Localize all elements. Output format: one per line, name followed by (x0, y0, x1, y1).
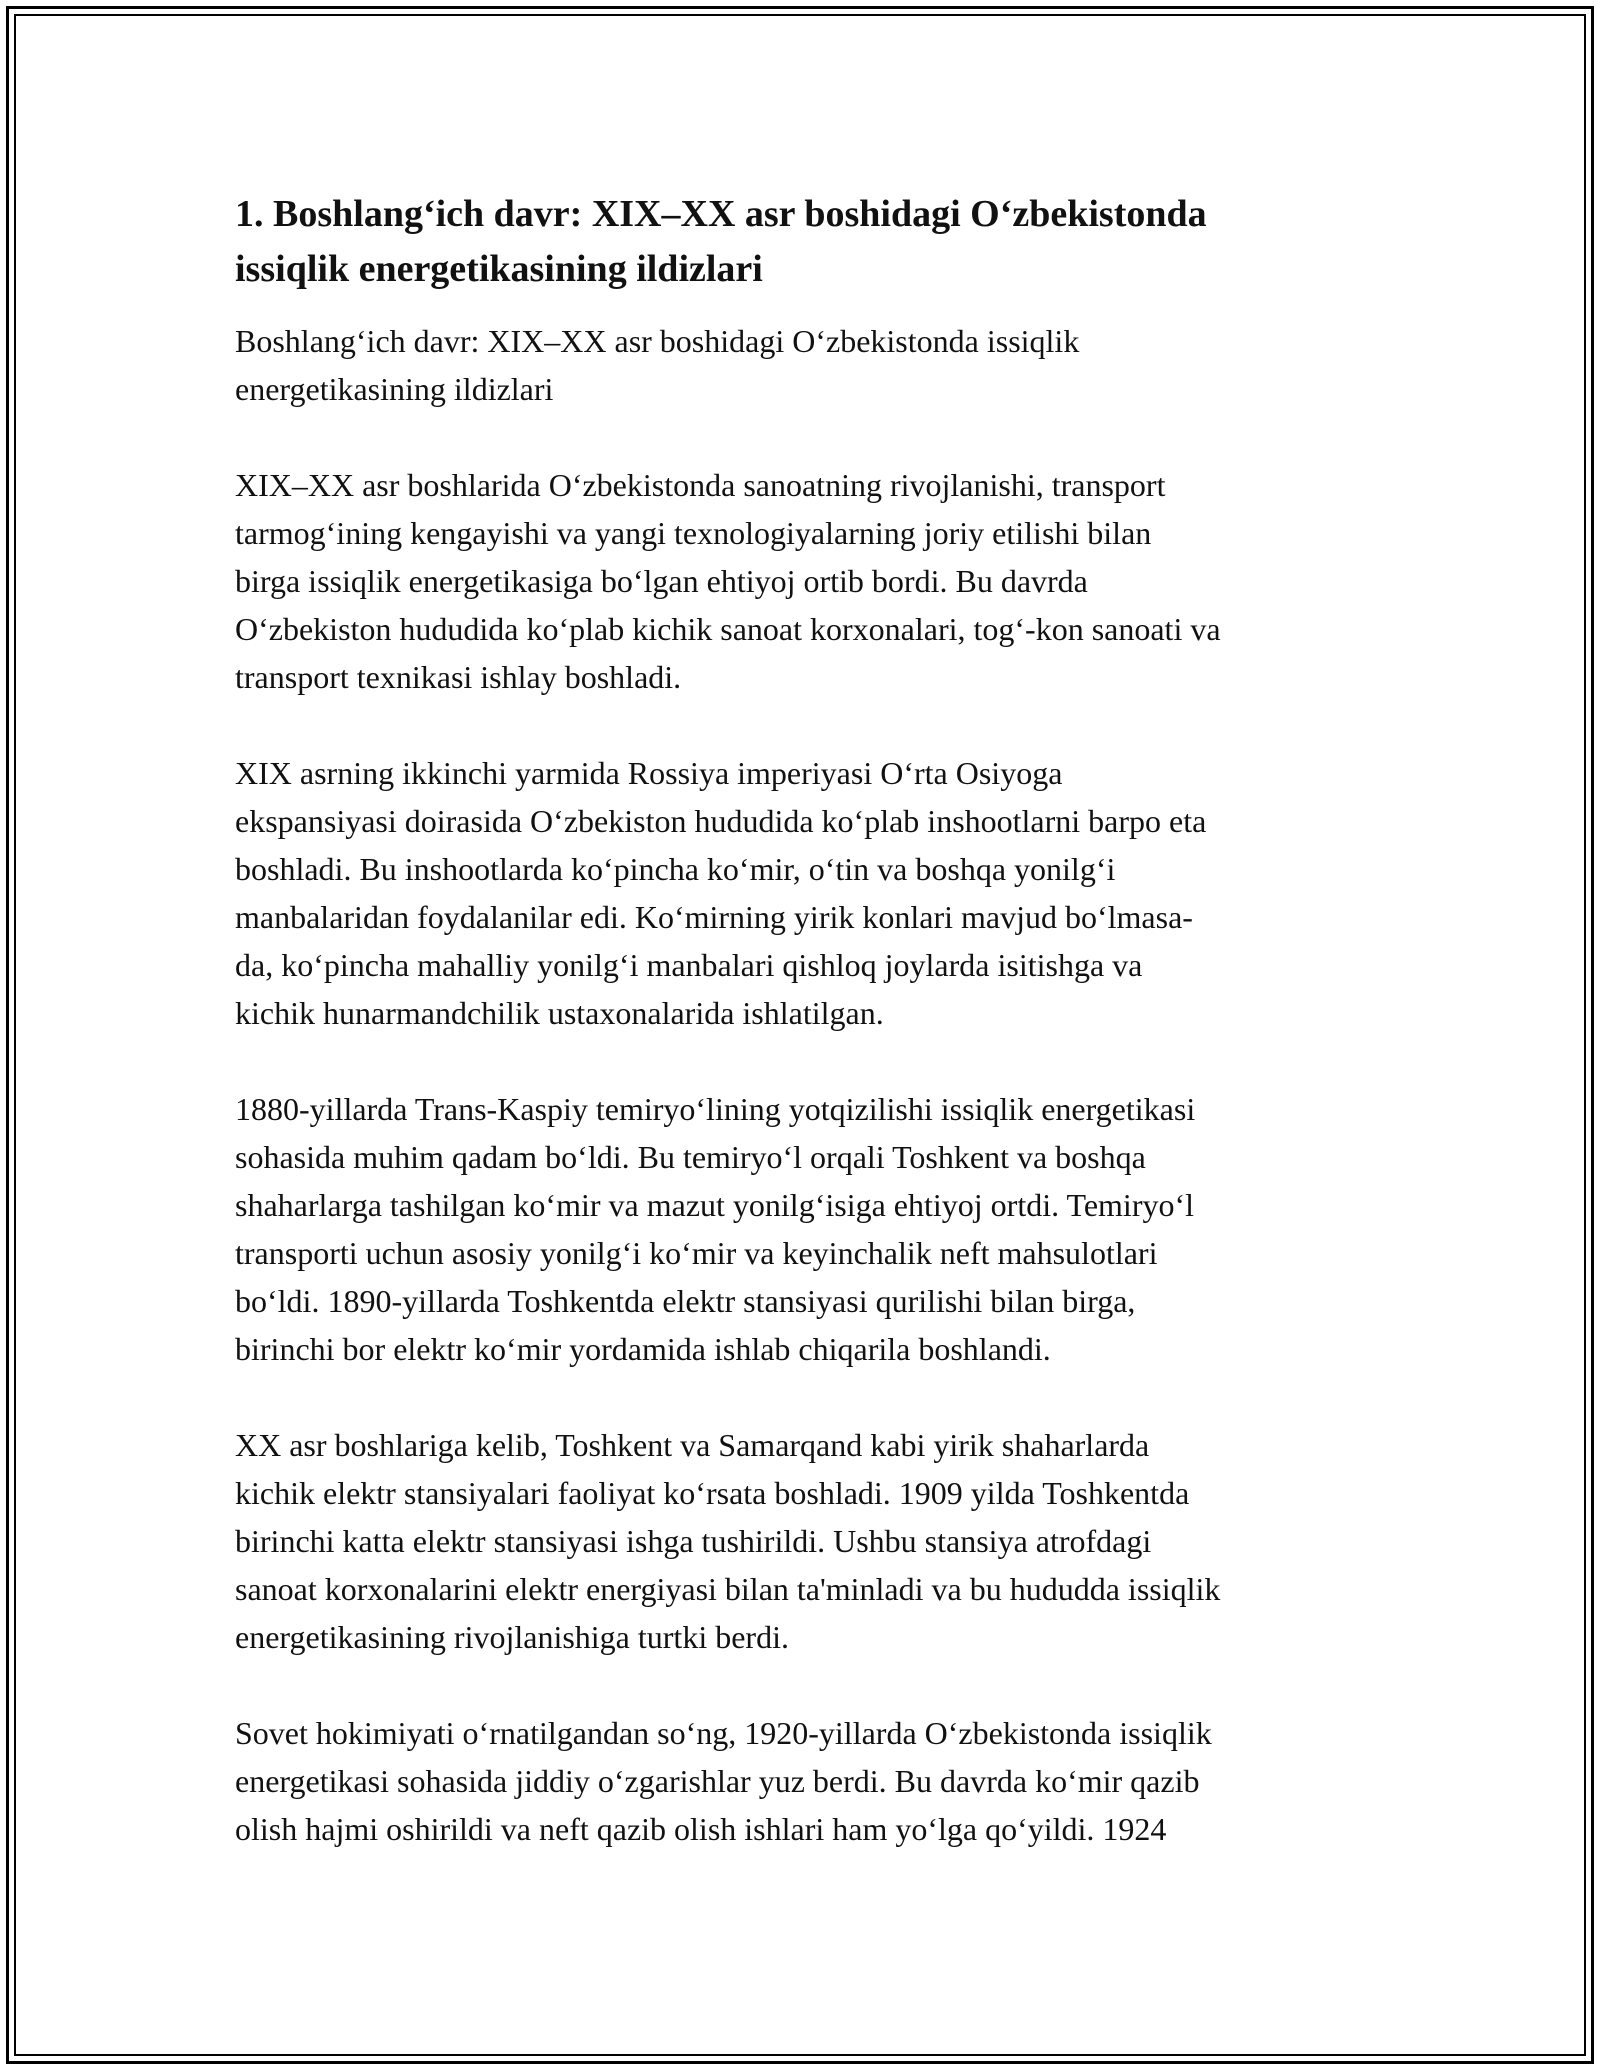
paragraph-line: energetikasi sohasida jiddiy o‘zgarishlar yuz berdi. Bu davrda ko‘mir qazib (235, 1763, 1200, 1799)
paragraph-line: Sovet hokimiyati o‘rnatilgandan so‘ng, 1920-yillarda O‘zbekistonda issiqlik (235, 1715, 1212, 1751)
paragraph-line: transporti uchun asosiy yonilg‘i ko‘mir va keyinchalik neft mahsulotlari (235, 1235, 1158, 1271)
heading-line: 1. Boshlang‘ich davr: XIX–XX asr boshidagi O‘zbekistonda (235, 193, 1207, 235)
paragraph (235, 1085, 1380, 1373)
paragraph-line: XIX asrning ikkinchi yarmida Rossiya imperiyasi O‘rta Osiyoga (235, 755, 1063, 791)
paragraph-line: kichik elektr stansiyalari faoliyat ko‘rsata boshladi. 1909 yilda Toshkentda (235, 1475, 1190, 1511)
paragraph-line: sohasida muhim qadam bo‘ldi. Bu temiryo‘l orqali Toshkent va boshqa (235, 1139, 1146, 1175)
paragraph-line: energetikasining rivojlanishiga turtki berdi. (235, 1619, 789, 1655)
section-heading (235, 187, 1380, 297)
paragraph (235, 1709, 1380, 1853)
paragraph-line: ekspansiyasi doirasida O‘zbekiston hududida ko‘plab inshootlarni barpo eta (235, 803, 1207, 839)
paragraph (235, 1421, 1380, 1661)
paragraph-line: transport texnikasi ishlay boshladi. (235, 659, 682, 695)
paragraph (235, 317, 1380, 413)
document-body (235, 187, 1380, 1901)
paragraph-line: O‘zbekiston hududida ko‘plab kichik sanoat korxonalari, tog‘-kon sanoati va (235, 611, 1221, 647)
paragraph-line: energetikasining ildizlari (235, 371, 554, 407)
paragraph-line: shaharlarga tashilgan ko‘mir va mazut yonilg‘isiga ehtiyoj ortdi. Temiryo‘l (235, 1187, 1195, 1223)
paragraph-line: bo‘ldi. 1890-yillarda Toshkentda elektr stansiyasi qurilishi bilan birga, (235, 1283, 1136, 1319)
paragraph (235, 461, 1380, 701)
heading-line: issiqlik energetikasining ildizlari (235, 248, 763, 290)
paragraph (235, 749, 1380, 1037)
paragraph-line: tarmog‘ining kengayishi va yangi texnologiyalarning joriy etilishi bilan (235, 515, 1152, 551)
paragraph-line: birinchi bor elektr ko‘mir yordamida ishlab chiqarila boshlandi. (235, 1331, 1051, 1367)
paragraph-line: XIX–XX asr boshlarida O‘zbekistonda sanoatning rivojlanishi, transport (235, 467, 1166, 503)
paragraph-line: kichik hunarmandchilik ustaxonalarida ishlatilgan. (235, 995, 884, 1031)
paragraph-line: birinchi katta elektr stansiyasi ishga tushirildi. Ushbu stansiya atrofdagi (235, 1523, 1152, 1559)
paragraph-line: Boshlang‘ich davr: XIX–XX asr boshidagi O‘zbekistonda issiqlik (235, 323, 1080, 359)
paragraph-line: 1880-yillarda Trans-Kaspiy temiryo‘lining yotqizilishi issiqlik energetikasi (235, 1091, 1196, 1127)
paragraph-line: manbalaridan foydalanilar edi. Ko‘mirning yirik konlari mavjud bo‘lmasa- (235, 899, 1193, 935)
paragraph-line: boshladi. Bu inshootlarda ko‘pincha ko‘mir, o‘tin va boshqa yonilg‘i (235, 851, 1116, 887)
paragraph-line: da, ko‘pincha mahalliy yonilg‘i manbalari qishloq joylarda isitishga va (235, 947, 1143, 983)
paragraph-line: XX asr boshlariga kelib, Toshkent va Samarqand kabi yirik shaharlarda (235, 1427, 1150, 1463)
paragraph-line: birga issiqlik energetikasiga bo‘lgan ehtiyoj ortib bordi. Bu davrda (235, 563, 1088, 599)
paragraph-line: olish hajmi oshirildi va neft qazib olish ishlari ham yo‘lga qo‘yildi. 1924 (235, 1811, 1167, 1847)
paragraph-line: sanoat korxonalarini elektr energiyasi bilan ta'minladi va bu hududda issiqlik (235, 1571, 1221, 1607)
